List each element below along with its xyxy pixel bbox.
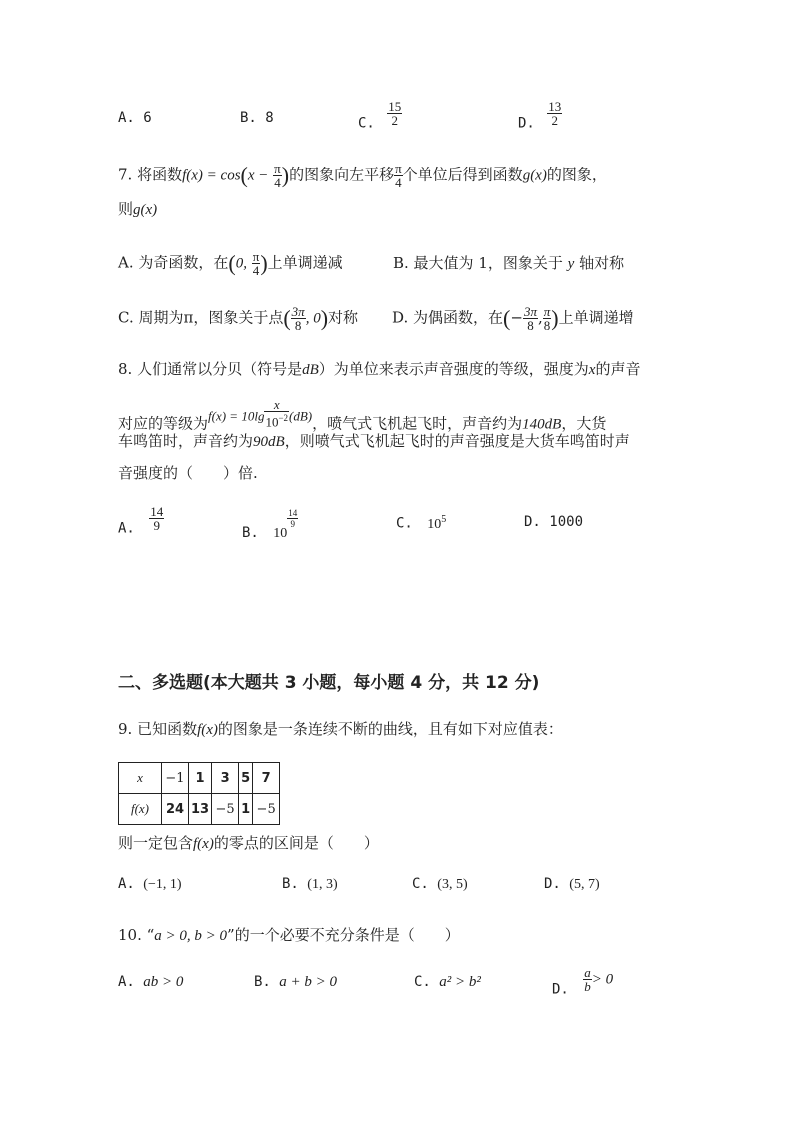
fraction xyxy=(583,966,592,993)
value-table xyxy=(118,762,280,825)
var-x: x xyxy=(588,362,596,378)
q9-line2 xyxy=(118,832,379,855)
q9-text: 9. 已知函数 xyxy=(118,720,198,738)
fraction xyxy=(387,100,402,127)
option-value: (3, 5) xyxy=(437,877,468,892)
q8-line4 xyxy=(118,462,258,484)
q10-option-b xyxy=(254,974,337,991)
q10-line1 xyxy=(118,924,460,947)
option-label: C. xyxy=(358,115,375,132)
option-value: (5, 7) xyxy=(569,877,600,892)
paren: ) xyxy=(281,162,290,188)
q8-option-d xyxy=(524,514,583,530)
fraction-numerator: a xyxy=(584,965,591,980)
fraction xyxy=(547,100,562,127)
interval: 0, xyxy=(235,255,247,272)
q8-line3 xyxy=(118,430,630,453)
option-value: 6 xyxy=(143,110,152,126)
table-row xyxy=(119,794,280,825)
fraction-numerator: π xyxy=(274,161,281,176)
q10-option-a xyxy=(118,974,183,991)
value-table-grid xyxy=(118,762,280,825)
value-90: 90 xyxy=(253,434,269,450)
q7-stem-line1 xyxy=(118,162,607,189)
fraction-numerator: π xyxy=(395,161,402,176)
option-label: B. xyxy=(254,974,271,990)
q9-option-d xyxy=(544,876,600,893)
q7-g: g xyxy=(522,167,531,184)
condition: a > 0, b > 0 xyxy=(154,928,228,944)
fraction-denominator: 4 xyxy=(252,263,260,278)
q9-option-b xyxy=(282,876,338,893)
q7-text: 7. 将函数 xyxy=(118,165,183,184)
fraction xyxy=(291,305,306,332)
option-label: B. xyxy=(240,110,257,126)
q8-text: ，则喷气式飞机起飞时的声音强度是大货车鸣笛时声 xyxy=(284,432,630,450)
table-cell: −5 xyxy=(212,794,239,825)
option-text: A. 为奇函数，在 xyxy=(118,253,229,272)
q8-option-a xyxy=(118,505,164,537)
option-value: (−1, 1) xyxy=(143,877,182,892)
fraction-denominator: 4 xyxy=(395,175,402,190)
q6-option-a xyxy=(118,110,152,126)
fraction-denominator: 9 xyxy=(290,519,296,529)
table-cell: f(x) xyxy=(119,794,162,825)
q7-gx: (x) xyxy=(530,167,547,184)
fx: f(x) xyxy=(193,836,214,852)
table-cell: 1 xyxy=(239,794,253,825)
table-cell: 24 xyxy=(162,794,189,825)
q7-text: 个单位后得到函数 xyxy=(402,165,523,184)
option-text: 轴对称 xyxy=(579,254,625,272)
minus: − xyxy=(510,308,523,327)
option-value: (1, 3) xyxy=(307,877,338,892)
fraction xyxy=(394,162,403,189)
fraction-denominator xyxy=(264,412,289,428)
option-text: B. 最大值为 1，图象关于 xyxy=(393,254,563,272)
table-cell: −5 xyxy=(253,794,280,825)
q8-text: 的声音 xyxy=(595,360,641,378)
q8-text: 对应的等级为 xyxy=(118,414,209,433)
point: , 0 xyxy=(305,310,321,327)
option-label: A. xyxy=(118,974,135,990)
option-label: A. xyxy=(118,520,135,537)
q8-line1 xyxy=(118,358,640,381)
q7-option-b xyxy=(393,252,624,275)
option-label: D. xyxy=(552,981,569,998)
fraction xyxy=(287,508,298,529)
option-value: 8 xyxy=(265,110,274,126)
formula: f(x) = 10lg xyxy=(208,408,265,424)
table-cell: x xyxy=(119,763,162,794)
q9-option-c xyxy=(412,876,468,893)
base: 10 xyxy=(427,516,442,532)
q7-function: f(x) = cos xyxy=(182,167,241,184)
table-row xyxy=(119,763,280,794)
q9-text: 的零点的区间是（ ） xyxy=(213,834,379,852)
fraction-denominator: b xyxy=(584,979,591,994)
table-cell: 7 xyxy=(253,763,280,794)
fraction-denominator: 8 xyxy=(294,318,302,333)
fraction-numerator: 13 xyxy=(548,99,562,114)
option-value: a + b > 0 xyxy=(279,974,338,990)
exponent: 5 xyxy=(441,514,447,525)
paren: ( xyxy=(228,250,236,276)
q10-option-d xyxy=(552,966,613,998)
fraction-numerator: x xyxy=(264,398,289,412)
table-cell: 13 xyxy=(189,794,212,825)
q9-text: 的图象是一条连续不断的曲线，且有如下对应值表： xyxy=(217,720,563,738)
q7-text: 则 xyxy=(118,200,134,218)
q10-text: ”的一个必要不充分条件是（ ） xyxy=(227,926,460,944)
paren: ( xyxy=(283,305,291,331)
fraction xyxy=(149,505,164,532)
q8-text: 音强度的（ ）倍. xyxy=(118,464,258,482)
unit-db: dB xyxy=(302,362,319,378)
paren: ) xyxy=(320,305,329,331)
option-label: B. xyxy=(242,525,259,541)
q9-line1 xyxy=(118,718,563,741)
fraction xyxy=(264,398,289,428)
q9-text: 则一定包含 xyxy=(118,834,194,852)
option-label: B. xyxy=(282,876,299,892)
paren: ( xyxy=(503,305,511,331)
fraction xyxy=(273,162,282,189)
section-heading: 二、多选题(本大题共 3 小题，每小题 4 分，共 12 分) xyxy=(118,673,540,693)
q8-text: ）为单位来表示声音强度的等级，强度为 xyxy=(318,360,589,378)
q7-function-arg: x − xyxy=(247,167,269,184)
option-text: D. 为偶函数，在 xyxy=(392,308,504,327)
q7-stem-line2 xyxy=(118,198,157,221)
fraction-numerator: 14 xyxy=(288,508,298,518)
option-label: D. xyxy=(518,115,535,132)
option-label: D. xyxy=(524,514,541,530)
option-value: a² > b² xyxy=(439,974,481,990)
q7-option-c xyxy=(118,305,358,332)
q7-option-d: D. 为偶函数，在(− $\frac{3\pi}{8}$ , $\frac{\pi}{8}$ )上单调递增 xyxy=(392,304,634,333)
unit-db: dB xyxy=(544,416,562,433)
fraction-denominator: 2 xyxy=(391,113,399,128)
q7-text: 的图象， xyxy=(546,165,607,184)
table-cell: 5 xyxy=(239,763,253,794)
q9-option-a xyxy=(118,876,182,893)
q7-text: 的图象向左平移 xyxy=(289,165,395,184)
option-label: C. xyxy=(412,876,429,892)
table-cell: 1 xyxy=(189,763,212,794)
formula: (dB) xyxy=(289,408,313,424)
option-label: A. xyxy=(118,876,135,892)
q7-option-a xyxy=(118,250,343,277)
fraction-denominator: 8 xyxy=(543,318,551,333)
q8-text: 8. 人们通常以分贝（符号是 xyxy=(118,360,303,378)
fraction-numerator: π xyxy=(543,304,551,319)
fraction-denominator: 4 xyxy=(274,175,281,190)
fraction-denominator: 2 xyxy=(551,113,559,128)
exponent: −2 xyxy=(278,413,289,423)
option-text: 对称 xyxy=(328,308,359,327)
fraction-numerator: 15 xyxy=(388,99,402,114)
q8-option-b xyxy=(242,508,298,542)
q10-option-c xyxy=(414,974,481,991)
q6-option-c xyxy=(358,100,402,132)
fraction-numerator: 3π xyxy=(523,304,537,319)
q8-text: ，喷气式飞机起飞时，声音约为 xyxy=(312,414,523,433)
option-text: 上单调递增 xyxy=(558,308,634,327)
table-cell: −1 xyxy=(162,763,189,794)
table-cell: 3 xyxy=(212,763,239,794)
q8-text: 车鸣笛时，声音约为 xyxy=(118,432,254,450)
option-label: D. xyxy=(544,876,561,892)
q10-text: 10. “ xyxy=(118,926,155,944)
paren: ) xyxy=(551,305,559,331)
option-value: ab > 0 xyxy=(143,974,184,990)
fx: f(x) xyxy=(197,722,218,738)
q7-g: g xyxy=(133,202,141,218)
fraction xyxy=(543,305,552,332)
fraction-numerator: 3π xyxy=(291,304,305,319)
paren: ) xyxy=(260,250,268,276)
fraction-numerator: 14 xyxy=(150,504,164,519)
option-value: 1000 xyxy=(549,514,584,530)
unit-db: dB xyxy=(268,434,285,450)
option-label: A. xyxy=(118,110,135,126)
option-label: C. xyxy=(396,515,413,532)
fraction-denominator: 8 xyxy=(527,318,534,333)
q7-gx: (x) xyxy=(140,202,158,218)
base: 10 xyxy=(265,414,279,430)
axis-y: y xyxy=(567,256,575,272)
fraction-denominator: 9 xyxy=(153,518,161,533)
q8-text: ，大货 xyxy=(561,414,607,433)
fraction xyxy=(523,305,538,332)
paren: ( xyxy=(240,162,248,188)
q6-option-b xyxy=(240,110,274,126)
q6-option-d xyxy=(518,100,562,132)
option-value: > 0 xyxy=(591,971,614,988)
option-text: C. 周期为π，图象关于点 xyxy=(118,308,284,327)
fraction-numerator: π xyxy=(252,249,260,264)
q8-option-c xyxy=(396,514,446,533)
value-140: 140 xyxy=(522,416,545,433)
option-label: C. xyxy=(414,974,431,990)
base: 10 xyxy=(273,526,288,541)
option-text: 上单调递减 xyxy=(267,253,343,272)
